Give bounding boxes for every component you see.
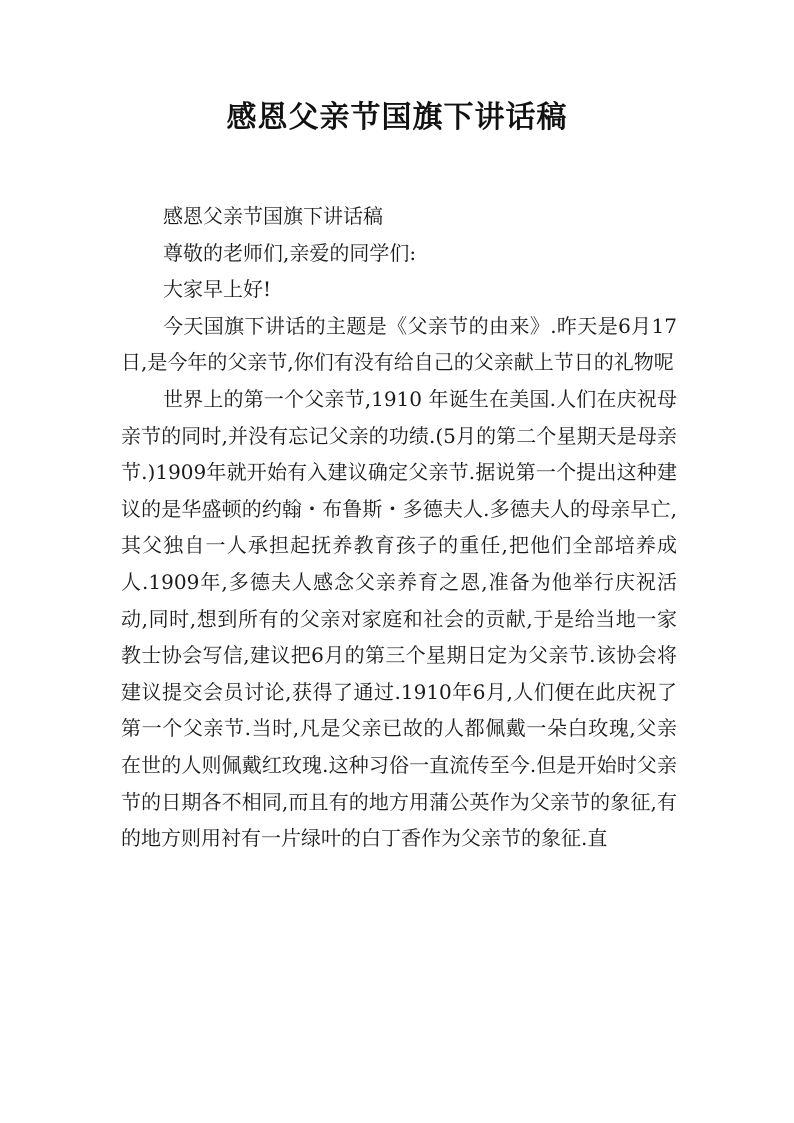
paragraph: 今天国旗下讲话的主题是《父亲节的由来》.昨天是6月17日,是今年的父亲节,你们有没有给自己的父亲献上节日的礼物呢	[121, 313, 677, 375]
paragraph: 感恩父亲节国旗下讲话稿	[163, 204, 383, 228]
paragraph: 世界上的第一个父亲节,1910 年诞生在美国.人们在庆祝母亲节的同时,并没有忘记父亲的功绩.(5月的第二个星期天是母亲节.)1909年就开始有入建议确定父亲节.据说第一个提出这种建议的是华盛顿的约翰・布鲁斯・多德夫人.多德夫人的母亲早亡,其父独自一人承担起抚养教育孩子的重任,把他们全部培养成人.1909年,多德夫人感念父亲养育之恩,准备为他举行庆祝活动,同时,想到所有的父亲对家庭和社会的贡献,于是给当地一家教士协会写信,建议把6月的第三个星期日定为父亲节.该协会将建议提交会员讨论,获得了通过.1910年6月,人们便在此庆祝了第一个父亲节.当时,凡是父亲已故的人都佩戴一朵白玫瑰,父亲在世的人则佩戴红玫瑰.这种习俗一直流传至今.但是开始时父亲节的日期各不相同,而且有的地方用蒲公英作为父亲节的象征,有的地方则用衬有一片绿叶的白丁香作为父亲节的象征.直	[121, 386, 677, 851]
document-title: 感恩父亲节国旗下讲话稿	[226, 100, 568, 135]
document-body	[121, 198, 677, 857]
paragraph: 尊敬的老师们,亲爱的同学们:	[163, 240, 417, 265]
paragraph: 大家早上好!	[163, 277, 272, 302]
